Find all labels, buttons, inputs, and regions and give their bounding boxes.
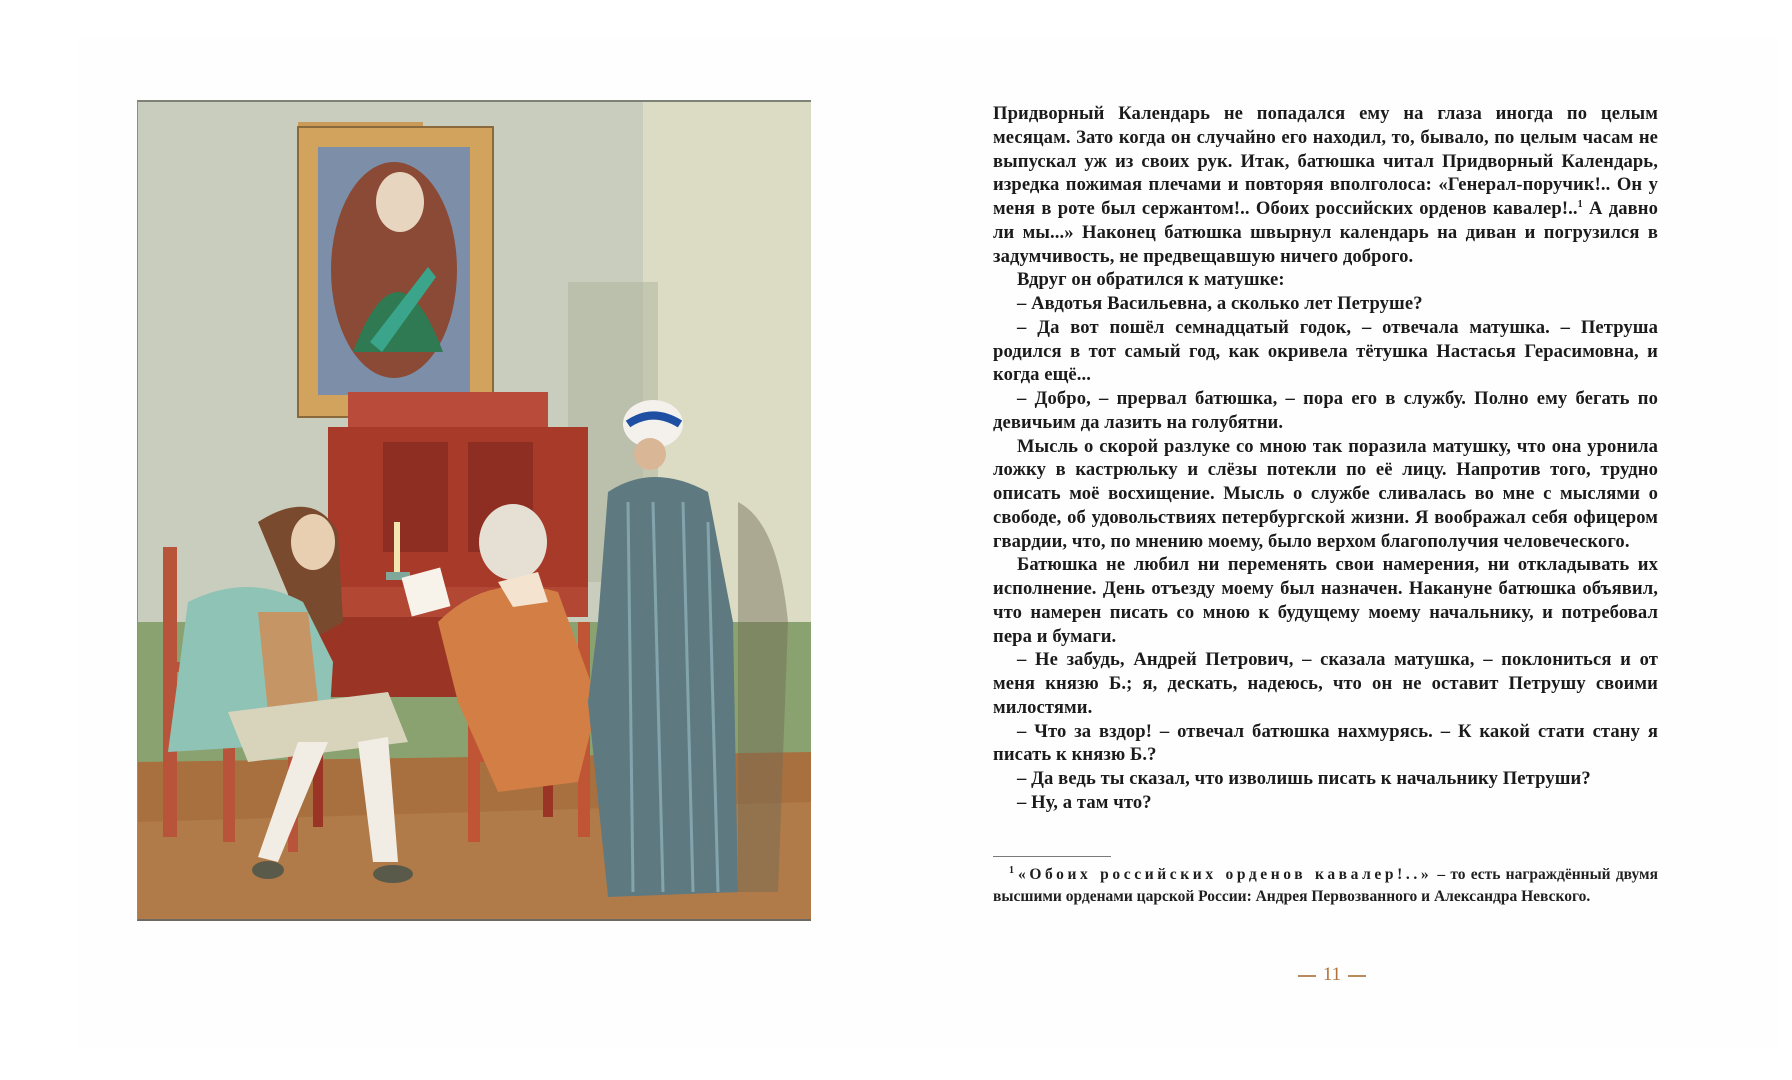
footnote-quote: «Обоих российских орденов кавалер!..» [1018, 866, 1433, 883]
paragraph: – Да ведь ты сказал, что изволишь писать к начальнику Петруши? [1017, 768, 1591, 789]
paragraph: Батюшка не любил ни переменять свои намерения, ни откладывать их исполнение. День отъезду моему был назначен. Накануне батюшка объявил, что намерен писать со мною к будущему моему начальнику, и потребовал пера и бумаги. [993, 554, 1658, 647]
footnote-text: – то есть награждённый двумя высшими орденами царской России: Андрея Первозванного и Александра Невского. [993, 866, 1658, 905]
paragraph-text: Придворный Календарь не попадался ему на глаза иногда по целым месяцам. Зато когда он случайно его находил, то, бывало, по целым часам не выпускал уж из своих рук. Итак, батюшка читал Придворный Календарь, изредка пожимая плечами и повторяя вполголоса: «Генерал-поручик!.. Он у меня в роте был сержантом!.. Обоих российских орденов кавалер!.. [993, 103, 1658, 219]
paragraph: – Не забудь, Андрей Петрович, – сказала матушка, – поклониться и от меня князю Б.; я, дескать, надеюсь, что он не оставит Петрушу своими милостями. [993, 649, 1658, 718]
page-number-value: 11 [1322, 964, 1342, 985]
paragraph: Мысль о скорой разлуке со мною так поразила матушку, что она уронила ложку в кастрюльку и слёзы потекли по её лицу. Напротив того, трудно описать моё восхищение. Мысль о службе сливалась во мне с мыслями о свободе, об удовольствиях петербургской жизни. Я воображал себя офицером гвардии, что, по мнению моему, было верхом благополучия человеческого. [993, 435, 1658, 552]
paragraph: – Добро, – прервал батюшка, – пора его в службу. Полно ему бегать по девичьим да лазить на голубятни. [993, 388, 1658, 433]
body-text [993, 102, 1658, 815]
paragraph [993, 102, 1658, 268]
watercolor-scene-image [138, 102, 811, 919]
paragraph: – Что за вздор! – отвечал батюшка нахмурясь. – К какой стати стану я писать к князю Б.? [993, 720, 1658, 766]
paragraph: – Ну, а там что? [1017, 791, 1152, 813]
footnote-reference[interactable]: 1 [1577, 198, 1583, 210]
paragraph: Вдруг он обратился к матушке: [1017, 269, 1285, 291]
portrait-frame [298, 122, 493, 417]
paragraph-text: А давно ли мы...» Наконец батюшка швырнул календарь на диван и погрузился в задумчивость, не предвещавшую ничего доброго. [993, 198, 1658, 267]
paragraph: – Да вот пошёл семнадцатый годок, – отвечала матушка. – Петруша родился в тот самый год, как окривела тётушка Настасья Герасимовна, и когда ещё... [993, 316, 1658, 386]
footnote-divider [993, 856, 1111, 857]
page-number [1282, 964, 1382, 986]
footnote-number: 1 [1009, 864, 1014, 876]
footnote [993, 864, 1658, 908]
folio-dash-left [1298, 975, 1316, 977]
folio-dash-right [1348, 975, 1366, 977]
illustration [137, 100, 811, 921]
paragraph: – Авдотья Васильевна, а сколько лет Петруше? [1017, 293, 1423, 314]
